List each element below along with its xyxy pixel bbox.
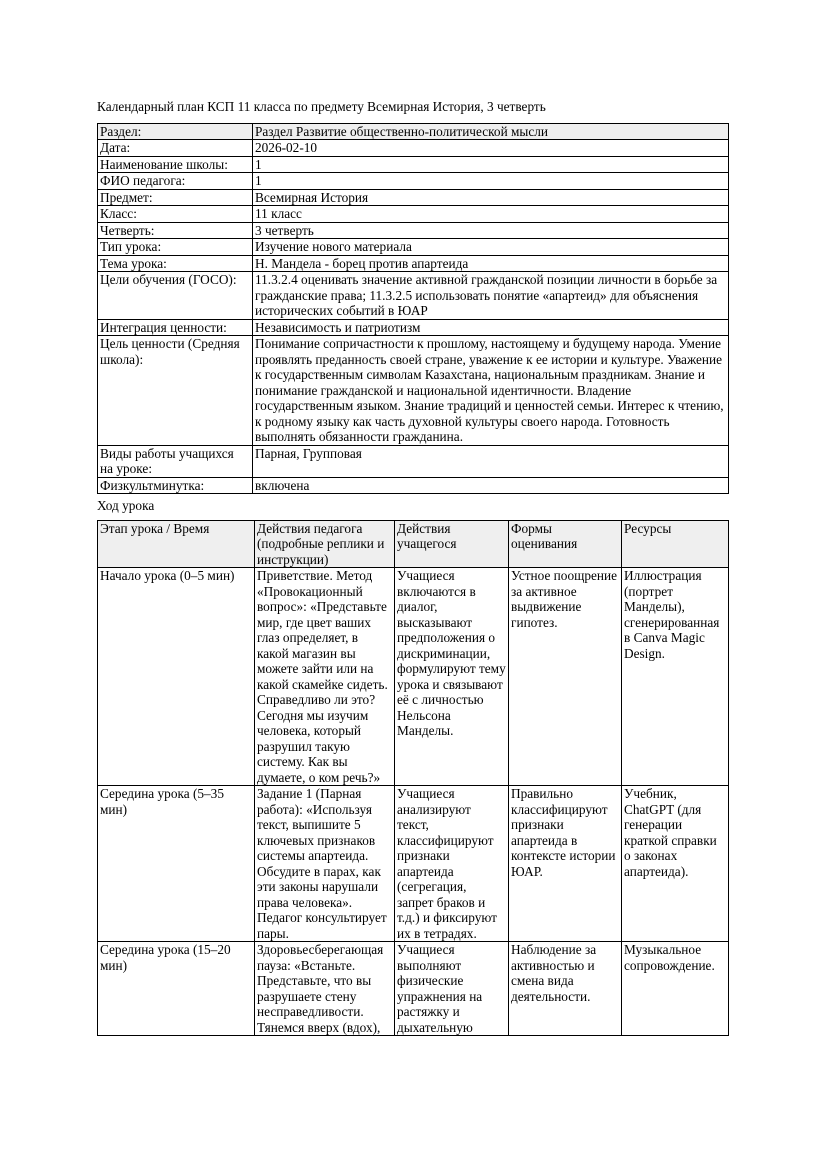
assessment-cell: Правильно классифицируют признаки апартеида в контексте истории ЮАР. <box>509 786 622 942</box>
info-value-cell: включена <box>253 477 729 494</box>
info-label-cell: Цель ценности (Средняя школа): <box>98 336 253 446</box>
info-row <box>98 239 729 256</box>
info-value-cell: 2026-02-10 <box>253 140 729 157</box>
info-value-cell: Н. Мандела - борец против апартеида <box>253 255 729 272</box>
stage-cell: Середина урока (5–35 мин) <box>98 786 255 942</box>
teacher-actions-cell: Здоровьесберегающая пауза: «Встаньте. Представьте, что вы разрушаете стену несправедливости. Тянемся вверх (вдох), <box>255 942 395 1036</box>
resources-cell: Учебник, ChatGPT (для генерации краткой справки о законах апартеида). <box>622 786 729 942</box>
info-value-cell: Раздел Развитие общественно-политической мысли <box>253 123 729 140</box>
info-label-cell: Наименование школы: <box>98 156 253 173</box>
flow-header-stage: Этап урока / Время <box>98 520 255 568</box>
info-value-cell: Всемирная История <box>253 189 729 206</box>
student-actions-cell: Учащиеся включаются в диалог, высказывают предположения о дискриминации, формулируют тему урока и связывают её с личностью Нельсона Манделы. <box>395 568 509 786</box>
info-label-cell: Тип урока: <box>98 239 253 256</box>
info-value-cell: Изучение нового материала <box>253 239 729 256</box>
flow-row <box>98 942 729 1036</box>
info-row <box>98 445 729 477</box>
flow-row <box>98 786 729 942</box>
info-row <box>98 206 729 223</box>
info-label-cell: Дата: <box>98 140 253 157</box>
lesson-info-table <box>97 123 729 495</box>
info-row <box>98 222 729 239</box>
info-value-cell: 3 четверть <box>253 222 729 239</box>
info-value-cell: Независимость и патриотизм <box>253 319 729 336</box>
info-row <box>98 140 729 157</box>
info-value-cell: Парная, Групповая <box>253 445 729 477</box>
info-row <box>98 272 729 320</box>
info-label-cell: Физкультминутка: <box>98 477 253 494</box>
lesson-flow-table <box>97 520 729 1037</box>
flow-header-row <box>98 520 729 568</box>
student-actions-cell: Учащиеся выполняют физические упражнения на растяжку и дыхательную <box>395 942 509 1036</box>
flow-header-assessment: Формы оценивания <box>509 520 622 568</box>
info-row <box>98 336 729 446</box>
teacher-actions-cell: Приветствие. Метод «Провокационный вопрос»: «Представьте мир, где цвет ваших глаз определяет, в какой магазин вы можете зайти или на какой скамейке сидеть. Справедливо ли это? Сегодня мы изучим человека, который разрушил такую систему. Как вы думаете, о ком речь?» <box>255 568 395 786</box>
info-label-cell: Четверть: <box>98 222 253 239</box>
student-actions-cell: Учащиеся анализируют текст, классифицируют признаки апартеида (сегрегация, запрет браков и т.д.) и фиксируют их в тетрадях. <box>395 786 509 942</box>
info-row <box>98 189 729 206</box>
assessment-cell: Наблюдение за активностью и смена вида деятельности. <box>509 942 622 1036</box>
info-value-cell: 11 класс <box>253 206 729 223</box>
info-label-cell: Виды работы учащихся на уроке: <box>98 445 253 477</box>
info-row <box>98 255 729 272</box>
flow-header-resources: Ресурсы <box>622 520 729 568</box>
lesson-flow-heading: Ход урока <box>97 498 155 513</box>
assessment-cell: Устное поощрение за активное выдвижение гипотез. <box>509 568 622 786</box>
info-row <box>98 156 729 173</box>
info-label-cell: Предмет: <box>98 189 253 206</box>
flow-header-teacher-actions: Действия педагога (подробные реплики и инструкции) <box>255 520 395 568</box>
info-value-cell: 1 <box>253 156 729 173</box>
info-label-cell: Интеграция ценности: <box>98 319 253 336</box>
info-row <box>98 123 729 140</box>
document-content <box>97 99 728 1036</box>
flow-row <box>98 568 729 786</box>
info-label-cell: Тема урока: <box>98 255 253 272</box>
stage-cell: Начало урока (0–5 мин) <box>98 568 255 786</box>
info-value-cell: Понимание сопричастности к прошлому, настоящему и будущему народа. Умение проявлять преданность своей стране, уважение к ее истории и культуре. Уважение к государственным символам Казахстана, национальным праздникам. Знание и понимание гражданской и национальной идентичности. Владение государственным языком. Знание традиций и ценностей семьи. Интерес к чтению, к родному языку как часть духовной культуры своего народа. Готовность выполнять обязанности гражданина. <box>253 336 729 446</box>
flow-header-student-actions: Действия учащегося <box>395 520 509 568</box>
info-label-cell: Цели обучения (ГОСО): <box>98 272 253 320</box>
info-value-cell: 11.3.2.4 оценивать значение активной гражданской позиции личности в борьбе за гражданские права; 11.3.2.5 использовать понятие «апартеид» для объяснения исторических событий в ЮАР <box>253 272 729 320</box>
resources-cell: Иллюстрация (портрет Манделы), сгенерированная в Canva Magic Design. <box>622 568 729 786</box>
teacher-actions-cell: Задание 1 (Парная работа): «Используя текст, выпишите 5 ключевых признаков системы апартеида. Обсудите в парах, как эти законы нарушали права человека». Педагог консультирует пары. <box>255 786 395 942</box>
info-value-cell: 1 <box>253 173 729 190</box>
info-row <box>98 477 729 494</box>
info-label-cell: Раздел: <box>98 123 253 140</box>
info-row <box>98 173 729 190</box>
info-label-cell: ФИО педагога: <box>98 173 253 190</box>
document-title: Календарный план КСП 11 класса по предмету Всемирная История, 3 четверть <box>97 99 546 114</box>
stage-cell: Середина урока (15–20 мин) <box>98 942 255 1036</box>
resources-cell: Музыкальное сопровождение. <box>622 942 729 1036</box>
info-row <box>98 319 729 336</box>
info-label-cell: Класс: <box>98 206 253 223</box>
